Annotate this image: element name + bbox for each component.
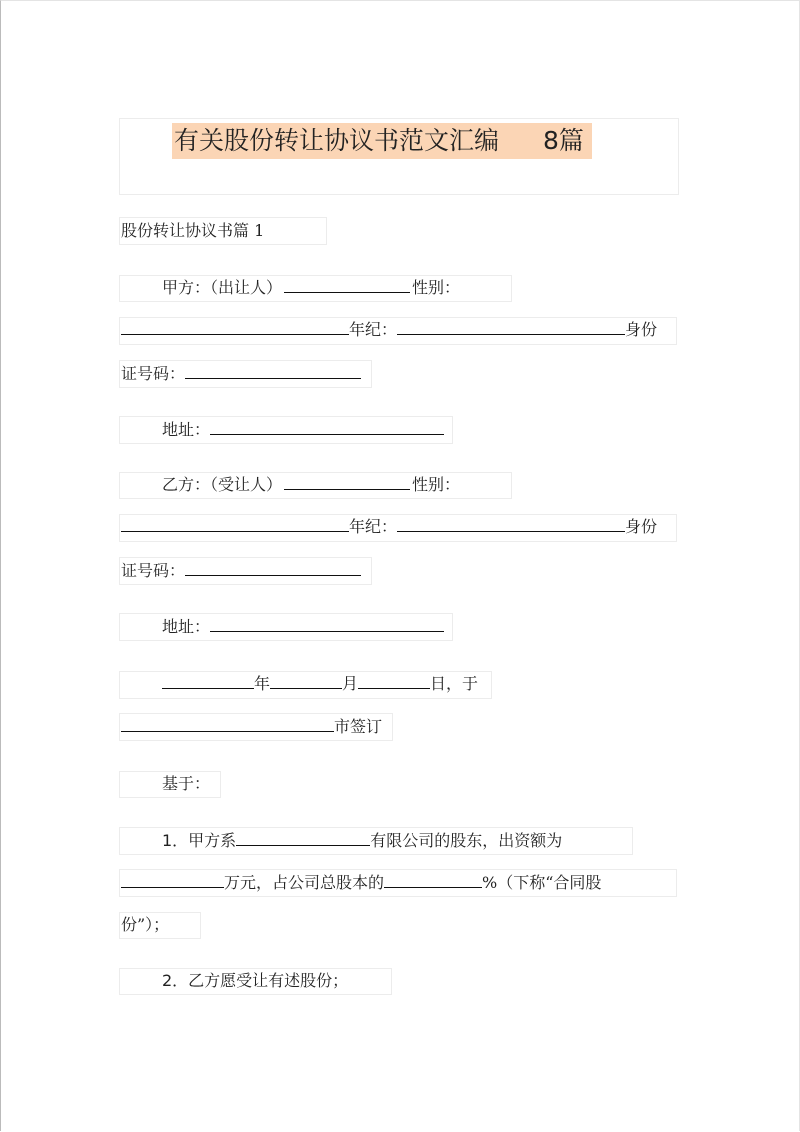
party-a-name-blank bbox=[284, 276, 410, 293]
party-a-line bbox=[162, 276, 460, 300]
party-a-id-line bbox=[121, 362, 361, 386]
age-blank bbox=[397, 318, 625, 335]
amount-unit-text: 万元，占公司总股本的 bbox=[224, 873, 385, 892]
based-on: 基于： bbox=[162, 774, 211, 793]
age-label: 年纪： bbox=[349, 517, 398, 536]
gender-blank bbox=[121, 515, 349, 532]
id-label: 身份 bbox=[625, 320, 658, 339]
city-blank bbox=[121, 715, 334, 732]
party-a-label: 甲方：（出让人） bbox=[162, 278, 283, 297]
address-blank bbox=[210, 615, 444, 632]
city-signed-label: 市签订 bbox=[334, 717, 383, 736]
id-label: 身份 bbox=[625, 517, 658, 536]
clause-1-prefix: 1．甲方系 bbox=[162, 831, 237, 850]
address-label: 地址： bbox=[162, 617, 211, 636]
party-b-address-line bbox=[162, 615, 444, 639]
id-number-blank bbox=[185, 559, 361, 576]
title-text: 有关股份转让协议书范文汇编 bbox=[174, 126, 500, 155]
clause-1-amount-line bbox=[121, 871, 601, 895]
address-label: 地址： bbox=[162, 420, 211, 439]
clause-1-line bbox=[162, 829, 562, 853]
party-a-age-line bbox=[121, 318, 657, 342]
party-b-label: 乙方：（受让人） bbox=[162, 475, 283, 494]
month-blank bbox=[270, 672, 342, 689]
age-blank bbox=[397, 515, 625, 532]
date-line bbox=[162, 672, 478, 696]
party-a-address-line bbox=[162, 418, 444, 442]
clause-1-tail: 份”）； bbox=[121, 915, 170, 934]
title-count: 8篇 bbox=[543, 126, 584, 155]
id-number-label: 证号码： bbox=[121, 561, 186, 580]
month-label: 月 bbox=[342, 674, 359, 693]
year-label: 年 bbox=[254, 674, 271, 693]
year-blank bbox=[162, 672, 254, 689]
party-b-name-blank bbox=[284, 473, 410, 490]
section-heading: 股份转让协议书篇 1 bbox=[121, 221, 265, 240]
gender-label: 性别： bbox=[412, 475, 461, 494]
clause-2-line: 2．乙方愿受让有述股份； bbox=[162, 971, 349, 990]
gender-label: 性别： bbox=[412, 278, 461, 297]
id-number-label: 证号码： bbox=[121, 364, 186, 383]
day-blank bbox=[358, 672, 430, 689]
city-line bbox=[121, 715, 382, 739]
party-b-age-line bbox=[121, 515, 657, 539]
age-label: 年纪： bbox=[349, 320, 398, 339]
party-b-id-line bbox=[121, 559, 361, 583]
address-blank bbox=[210, 418, 444, 435]
party-b-line bbox=[162, 473, 460, 497]
day-label: 日，于 bbox=[430, 674, 479, 693]
document-title bbox=[172, 123, 592, 159]
company-blank bbox=[236, 829, 370, 846]
company-text: 有限公司的股东，出资额为 bbox=[370, 831, 563, 850]
percent-blank bbox=[384, 871, 482, 888]
id-number-blank bbox=[185, 362, 361, 379]
amount-blank bbox=[121, 871, 224, 888]
gender-blank bbox=[121, 318, 349, 335]
percent-text: %（下称“合同股 bbox=[482, 873, 602, 892]
